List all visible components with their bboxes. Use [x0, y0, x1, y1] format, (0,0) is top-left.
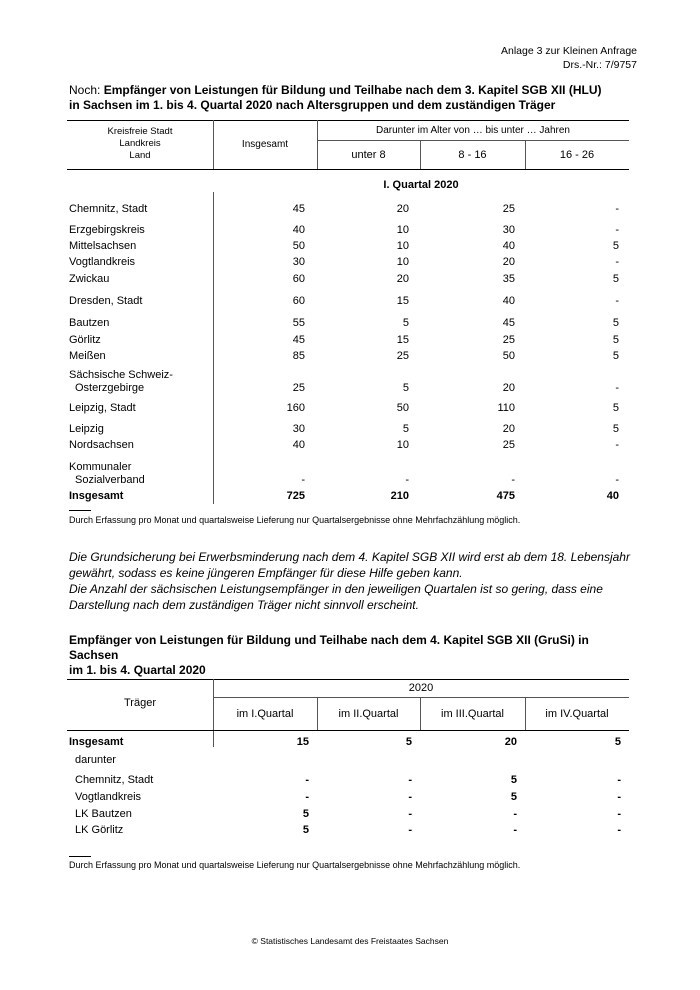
- t2-row-q3: 5: [510, 791, 517, 803]
- table2-header-bottom-rule: [67, 730, 629, 731]
- t2-row-q1: -: [305, 774, 309, 786]
- t1-row-under8: 10: [396, 240, 409, 252]
- t2-row-q2: -: [408, 824, 412, 836]
- t1-row-name: Görlitz: [69, 334, 101, 346]
- t1-row-16-26: -: [615, 382, 619, 394]
- paragraph-line2: gewährt, sodass es keine jüngeren Empfänger für diese Hilfe geben kann.: [69, 566, 463, 580]
- t1-sum-8-16: 475: [496, 490, 515, 502]
- table1-body-vline: [213, 192, 214, 504]
- t1-row-8-16: 40: [502, 240, 515, 252]
- t1-row-8-16: 20: [502, 256, 515, 268]
- col-total-header: Insgesamt: [241, 139, 289, 150]
- t1-sum-total: 725: [286, 490, 305, 502]
- table2-title-line2: im 1. bis 4. Quartal 2020: [69, 663, 206, 677]
- t1-row-8-16: 50: [502, 350, 515, 362]
- col-traeger-header: Träger: [124, 697, 156, 709]
- t1-row-under8: 15: [396, 295, 409, 307]
- col-q3-header: im III.Quartal: [441, 708, 504, 720]
- t1-row-under8: 10: [396, 439, 409, 451]
- t1-row-name: Bautzen: [69, 317, 110, 329]
- col-year-header: 2020: [408, 682, 434, 694]
- t1-row-name: Mittelsachsen: [69, 240, 137, 252]
- t1-row-8-16: 40: [502, 295, 515, 307]
- table2-title-line1: Empfänger von Leistungen für Bildung und Teilhabe nach dem 4. Kapitel SGB XII (GruSi) in Sachsen: [69, 633, 589, 662]
- t2-total-label: Insgesamt: [69, 736, 124, 748]
- t2-row-q2: -: [408, 791, 412, 803]
- t1-row-name-cont: Osterzgebirge: [75, 382, 145, 394]
- t2-row-name: LK Görlitz: [75, 824, 124, 836]
- copyright-footer: © Statistisches Landesamt des Freistaates Sachsen: [251, 936, 449, 946]
- t1-row-under8: 50: [396, 402, 409, 414]
- t1-row-8-16: 30: [502, 224, 515, 236]
- t1-row-total: 45: [292, 334, 305, 346]
- t1-row-total: 30: [292, 256, 305, 268]
- col-under8-header: unter 8: [351, 149, 386, 161]
- t1-row-16-26: -: [615, 203, 619, 215]
- t1-row-total: 55: [292, 317, 305, 329]
- t1-row-16-26: -: [615, 474, 619, 486]
- t1-row-16-26: 5: [612, 350, 619, 362]
- col-16-26-header: 16 - 26: [559, 149, 595, 161]
- table1-top-rule: [67, 120, 629, 121]
- col-8-16-header: 8 - 16: [458, 149, 487, 161]
- t2-row-name: Chemnitz, Stadt: [75, 774, 154, 786]
- explanatory-paragraph: [69, 549, 639, 613]
- t2-row-q4: -: [617, 808, 621, 820]
- attachment-label: Anlage 3 zur Kleinen Anfrage: [500, 45, 637, 57]
- t2-row-q1: 5: [302, 824, 309, 836]
- t2-row-q2: -: [408, 774, 412, 786]
- t1-row-name: Zwickau: [69, 273, 110, 285]
- t1-row-name-cont: Sozialverband: [75, 474, 145, 486]
- t1-row-16-26: 5: [612, 402, 619, 414]
- title-line-2: in Sachsen im 1. bis 4. Quartal 2020 nach Altersgruppen und dem zuständigen Träger: [69, 98, 556, 112]
- t1-row-total: 160: [286, 402, 305, 414]
- t2-row-q2: -: [408, 808, 412, 820]
- t1-row-16-26: 5: [612, 240, 619, 252]
- col-region-line3: Land: [129, 150, 151, 161]
- t1-row-total: 30: [292, 423, 305, 435]
- t1-row-8-16: 25: [502, 439, 515, 451]
- t1-row-total: -: [301, 474, 305, 486]
- t1-row-total: 45: [292, 203, 305, 215]
- t1-row-under8: 20: [396, 203, 409, 215]
- t2-row-q4: -: [617, 774, 621, 786]
- t1-row-8-16: 25: [502, 203, 515, 215]
- t1-sum-under8: 210: [390, 490, 409, 502]
- t1-row-8-16: -: [511, 474, 515, 486]
- t1-row-under8: 20: [396, 273, 409, 285]
- t1-row-8-16: 45: [502, 317, 515, 329]
- t2-row-q4: -: [617, 824, 621, 836]
- paragraph-line4: Darstellung nach dem zuständigen Träger nicht sinnvoll erscheint.: [69, 598, 419, 612]
- t2-total-q2: 5: [405, 736, 412, 748]
- t1-row-total: 40: [292, 439, 305, 451]
- t1-row-16-26: 5: [612, 317, 619, 329]
- t1-row-name: Leipzig, Stadt: [69, 402, 136, 414]
- section-quarter-label: I. Quartal 2020: [383, 179, 459, 191]
- table1-footnote: Durch Erfassung pro Monat und quartalsweise Lieferung nur Quartalsergebnisse ohne Mehrfachzählung möglich.: [69, 515, 521, 525]
- t1-row-total: 40: [292, 224, 305, 236]
- t1-row-8-16: 25: [502, 334, 515, 346]
- table2-footnote-rule: [69, 856, 91, 857]
- t1-row-8-16: 20: [502, 382, 515, 394]
- t2-row-q3: -: [513, 808, 517, 820]
- t1-row-name: Sächsische Schweiz-: [69, 369, 173, 381]
- t1-row-name: Chemnitz, Stadt: [69, 203, 148, 215]
- t1-row-under8: 25: [396, 350, 409, 362]
- t1-row-16-26: -: [615, 295, 619, 307]
- t2-row-q1: -: [305, 791, 309, 803]
- t1-row-name: Nordsachsen: [69, 439, 134, 451]
- t1-row-name: Meißen: [69, 350, 106, 362]
- col-age-group-header: Darunter im Alter von … bis unter … Jahren: [376, 125, 570, 136]
- t1-row-under8: 15: [396, 334, 409, 346]
- table1-title: [69, 83, 639, 113]
- t1-row-total: 50: [292, 240, 305, 252]
- t1-row-name: Kommunaler: [69, 461, 132, 473]
- t2-row-q4: -: [617, 791, 621, 803]
- t1-row-under8: 10: [396, 256, 409, 268]
- col-q1-header: im I.Quartal: [236, 708, 294, 720]
- t1-row-under8: 10: [396, 224, 409, 236]
- t2-row-q1: 5: [302, 808, 309, 820]
- t2-row-name: LK Bautzen: [75, 808, 132, 820]
- t1-row-name: Erzgebirgskreis: [69, 224, 145, 236]
- t1-row-16-26: 5: [612, 334, 619, 346]
- t1-row-16-26: -: [615, 439, 619, 451]
- table1-group-rule: [317, 140, 629, 141]
- t1-row-16-26: -: [615, 224, 619, 236]
- table1-footnote-rule: [69, 510, 91, 511]
- t1-row-under8: -: [405, 474, 409, 486]
- table2-title: [69, 633, 639, 678]
- t1-row-name: Vogtlandkreis: [69, 256, 136, 268]
- t2-darunter-label: darunter: [75, 754, 116, 766]
- title-prefix: Noch:: [69, 83, 104, 97]
- t2-total-q4: 5: [614, 736, 621, 748]
- t1-row-under8: 5: [402, 423, 409, 435]
- t1-row-8-16: 35: [502, 273, 515, 285]
- t2-row-q3: -: [513, 824, 517, 836]
- t2-row-name: Vogtlandkreis: [75, 791, 142, 803]
- t2-total-q1: 15: [296, 736, 309, 748]
- t1-row-name: Dresden, Stadt: [69, 295, 143, 307]
- t1-row-8-16: 110: [497, 402, 515, 414]
- col-region-header: [67, 126, 213, 162]
- col-q4-header: im IV.Quartal: [545, 708, 609, 720]
- table1-header-bottom-rule: [67, 169, 629, 170]
- col-region-line2: Landkreis: [119, 138, 161, 149]
- t1-row-16-26: -: [615, 256, 619, 268]
- t1-row-total: 25: [292, 382, 305, 394]
- paragraph-line3: Die Anzahl der sächsischen Leistungsempfänger in den jeweiligen Quartalen ist so gering, dass eine: [69, 582, 603, 596]
- t2-total-q3: 20: [504, 736, 517, 748]
- t1-row-total: 60: [292, 295, 305, 307]
- t1-row-16-26: 5: [612, 273, 619, 285]
- paragraph-line1: Die Grundsicherung bei Erwerbsminderung nach dem 4. Kapitel SGB XII wird erst ab dem 18. Lebensjahr: [69, 550, 630, 564]
- title-line-1: Empfänger von Leistungen für Bildung und Teilhabe nach dem 3. Kapitel SGB XII (HLU): [103, 83, 602, 97]
- t1-row-8-16: 20: [502, 423, 515, 435]
- table2-footnote: Durch Erfassung pro Monat und quartalsweise Lieferung nur Quartalsergebnisse ohne Mehrfachzählung möglich.: [69, 860, 521, 870]
- t1-sum-label: Insgesamt: [69, 490, 124, 502]
- table2-top-rule: [67, 679, 629, 680]
- table2-year-rule: [213, 697, 629, 698]
- t2-row-q3: 5: [510, 774, 517, 786]
- t1-row-total: 85: [292, 350, 305, 362]
- t1-row-name: Leipzig: [69, 423, 104, 435]
- document-reference: [501, 44, 637, 72]
- t1-row-total: 60: [292, 273, 305, 285]
- col-region-line1: Kreisfreie Stadt: [107, 126, 173, 137]
- t1-sum-16-26: 40: [606, 490, 619, 502]
- t1-row-16-26: 5: [612, 423, 619, 435]
- t1-row-under8: 5: [402, 382, 409, 394]
- col-q2-header: im II.Quartal: [338, 708, 399, 720]
- drs-number: Drs.-Nr.: 7/9757: [562, 59, 637, 71]
- t1-row-under8: 5: [402, 317, 409, 329]
